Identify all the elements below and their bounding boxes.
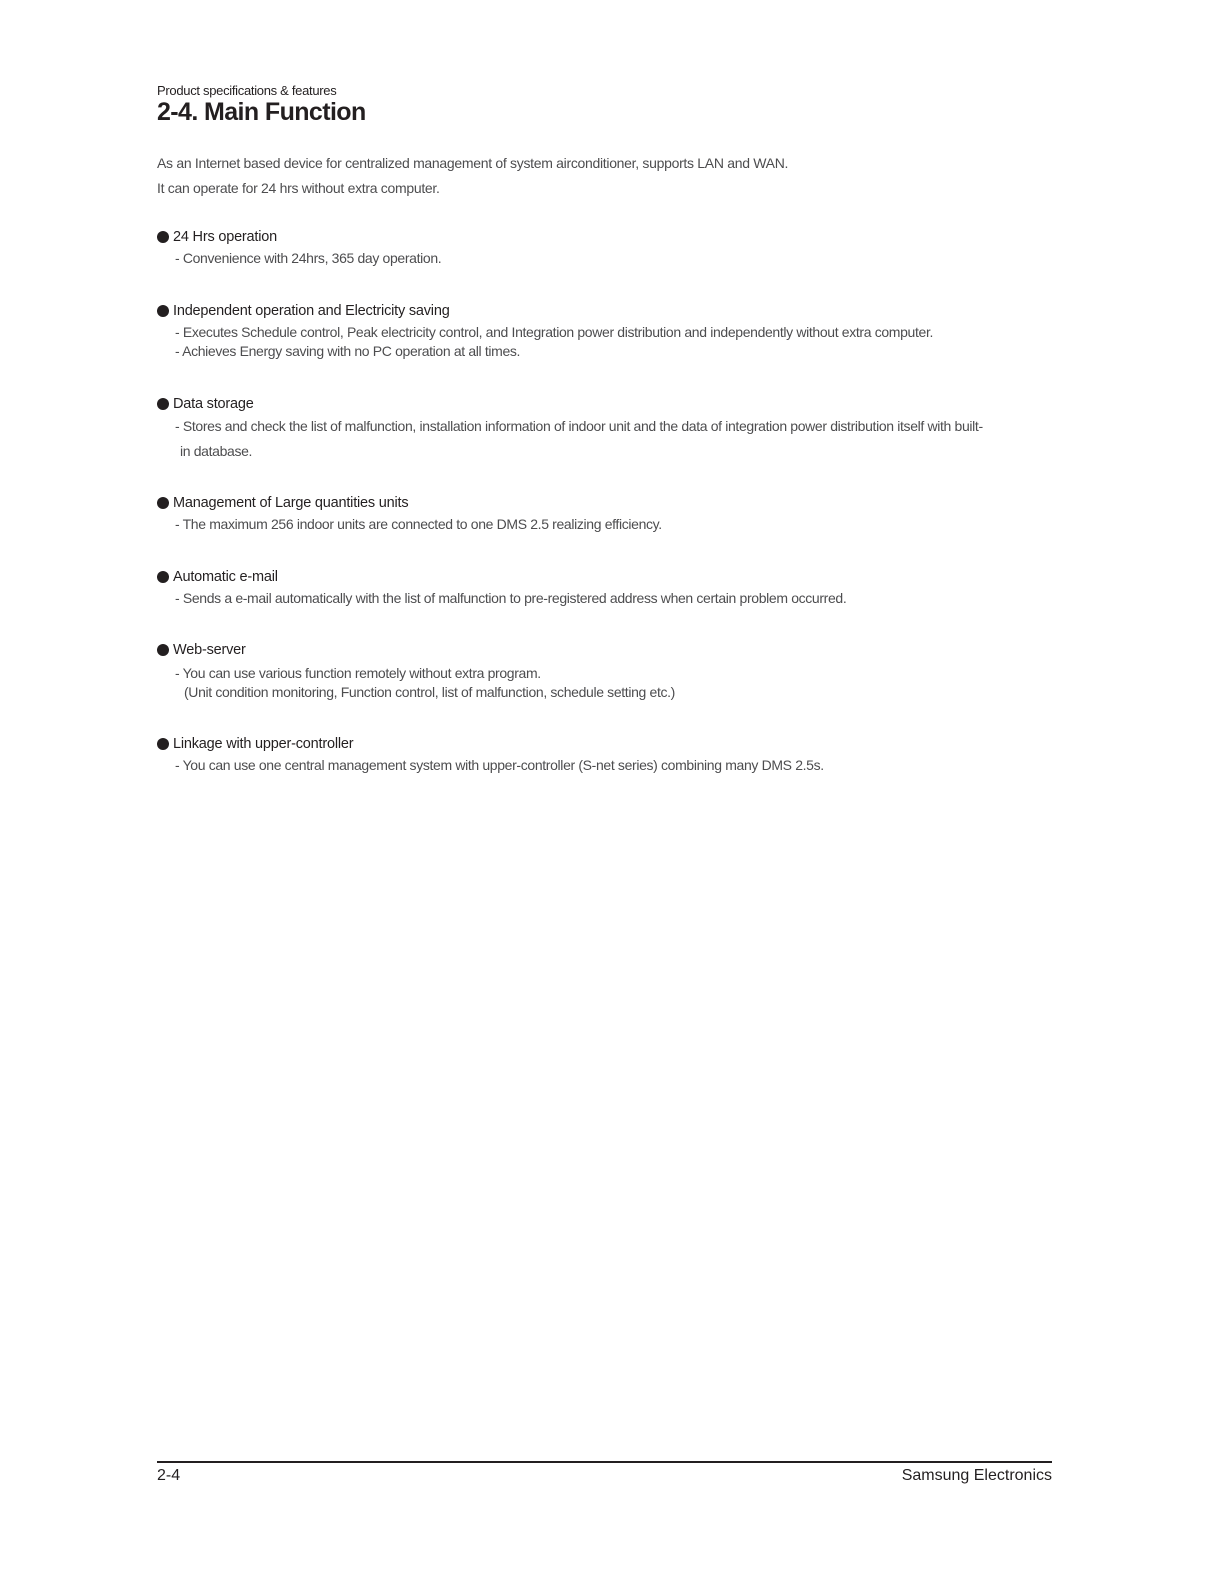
feature-description <box>157 323 1052 361</box>
feature-line: (Unit condition monitoring, Function control, list of malfunction, schedule setting etc.) <box>184 684 675 700</box>
feature-section-web-server <box>157 640 1052 702</box>
feature-description <box>157 414 1052 464</box>
feature-heading <box>157 227 1052 247</box>
bullet-icon <box>157 305 169 317</box>
intro-paragraph <box>157 151 788 201</box>
feature-heading <box>157 493 1052 513</box>
feature-section-data-storage <box>157 394 1052 464</box>
feature-heading <box>157 567 1052 587</box>
feature-description <box>157 249 1052 268</box>
bullet-icon <box>157 644 169 656</box>
intro-line: As an Internet based device for centralized management of system airconditioner, supports LAN and WAN. <box>157 155 789 171</box>
page-number: 2-4 <box>157 1467 181 1484</box>
feature-line: - Sends a e-mail automatically with the list of malfunction to pre-registered address when certain problem occurred. <box>175 590 847 606</box>
feature-heading-label: Data storage <box>173 396 254 412</box>
feature-line: - The maximum 256 indoor units are connected to one DMS 2.5 realizing efficiency. <box>175 516 662 532</box>
feature-heading-label: Automatic e-mail <box>173 569 278 585</box>
feature-description <box>157 664 1052 702</box>
feature-line: - Convenience with 24hrs, 365 day operation. <box>175 250 442 266</box>
bullet-icon <box>157 497 169 509</box>
company-name: Samsung Electronics <box>901 1467 1052 1484</box>
bullet-icon <box>157 738 169 750</box>
feature-line: - Stores and check the list of malfunction, installation information of indoor unit and the data of integration power distribution itself with built- <box>175 418 983 434</box>
feature-line: - You can use one central management system with upper-controller (S-net series) combining many DMS 2.5s. <box>175 757 824 773</box>
document-page <box>157 0 1052 1582</box>
feature-heading-label: Web-server <box>173 642 246 658</box>
feature-line: in database. <box>180 443 253 459</box>
feature-heading-label: Independent operation and Electricity saving <box>173 303 450 319</box>
feature-heading-label: Linkage with upper-controller <box>173 736 354 752</box>
feature-section-24hrs <box>157 227 1052 268</box>
feature-heading <box>157 640 1052 660</box>
feature-section-large-quantities <box>157 493 1052 534</box>
feature-heading-label: Management of Large quantities units <box>173 495 409 511</box>
feature-description <box>157 515 1052 534</box>
feature-section-upper-controller <box>157 734 1052 775</box>
bullet-icon <box>157 398 169 410</box>
feature-section-automatic-email <box>157 567 1052 608</box>
bullet-icon <box>157 571 169 583</box>
intro-line: It can operate for 24 hrs without extra computer. <box>157 180 440 196</box>
feature-line: - You can use various function remotely without extra program. <box>175 665 541 681</box>
page-title: 2-4. Main Function <box>157 98 366 126</box>
bullet-icon <box>157 231 169 243</box>
feature-line: - Achieves Energy saving with no PC operation at all times. <box>175 343 521 359</box>
feature-heading <box>157 301 1052 321</box>
footer-divider <box>157 1461 1052 1463</box>
feature-description <box>157 589 1052 608</box>
feature-heading-label: 24 Hrs operation <box>173 229 277 245</box>
feature-heading <box>157 394 1052 414</box>
feature-line: - Executes Schedule control, Peak electricity control, and Integration power distribution and independently without extra computer. <box>175 324 934 340</box>
feature-description <box>157 756 1052 775</box>
feature-section-independent-operation <box>157 301 1052 361</box>
feature-heading <box>157 734 1052 754</box>
section-subtitle: Product specifications & features <box>157 83 337 98</box>
